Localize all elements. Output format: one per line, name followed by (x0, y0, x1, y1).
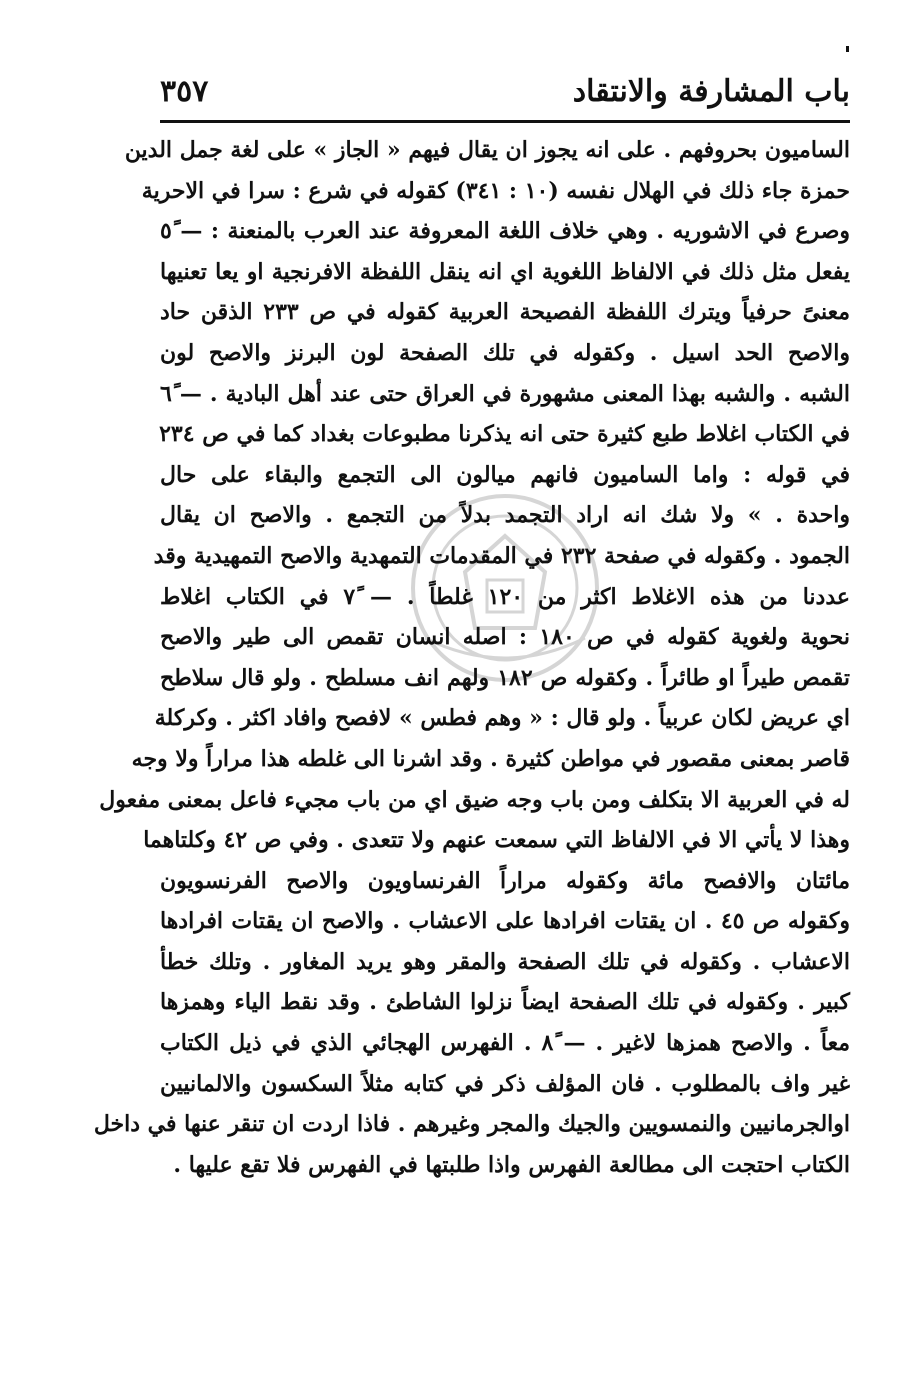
text-line: مائتان والافصح مائة وكقوله مراراً الفرنساويون والاصح الفرنسويون (160, 867, 850, 894)
text-line: واحدة . » ولا شك انه اراد التجمد بدلاً من التجمع . والاصح ان يقال (160, 502, 850, 529)
text-line: الشبه . والشبه بهذا المعنى مشهورة في العراق حتى عند أهل البادية . — ٦ً (160, 380, 850, 407)
text-line: الكتاب احتجت الى مطالعة الفهرس واذا طلبتها في الفهرس فلا تقع عليها . (173, 1151, 850, 1178)
text-line: معنىً حرفياً ويترك اللفظة الفصيحة العربية كقوله في ص ٢٣٣ الذقن حاد (160, 299, 851, 326)
text-line: وكقوله ص ٤٥ . ان يقتات افرادها على الاعشاب . والاصح ان يقتات افرادها (160, 908, 850, 935)
text-line: الجمود . وكقوله في صفحة ٢٣٢ في المقدمات التمهدية والاصح التمهيدية وقد (153, 542, 850, 569)
header-rule (160, 120, 850, 123)
page-number: ٣٥٧ (160, 74, 209, 109)
running-title: باب المشارفة والانتقاد (572, 74, 850, 109)
text-line: في قوله : واما الساميون فانهم ميالون الى التجمع والبقاء على حال (160, 461, 850, 488)
text-line: قاصر بمعنى مقصور في مواطن كثيرة . وقد اشرنا الى غلطه هذا مراراً ولا وجه (131, 745, 850, 772)
text-line: وصرع في الاشوريه . وهي خلاف اللغة المعروفة عند العرب بالمنعنة : — ٥ً (160, 218, 850, 245)
text-line: كبير . وكقوله في تلك الصفحة ايضاً نزلوا الشاطئ . وقد نقط الياء وهمزها (160, 989, 850, 1016)
text-line: والاصح الحد اسيل . وكقوله في تلك الصفحة لون البرنز والاصح لون (160, 339, 850, 366)
text-line: غير واف بالمطلوب . فان المؤلف ذكر في كتابه مثلاً السكسون والالمانيين (160, 1070, 850, 1097)
text-line: الاعشاب . وكقوله في تلك الصفحة والمقر وهو يريد المغاور . وتلك خطأ (160, 948, 850, 975)
text-line: تقمص طيراً او طائراً . وكقوله ص ١٨٢ ولهم انف مسلطح . ولو قال سلاطح (160, 664, 850, 691)
text-line: في الكتاب اغلاط طبع كثيرة حتى انه يذكرنا مطبوعات بغداد كما في ص ٢٣٤ (159, 421, 850, 448)
text-line: يفعل مثل ذلك في الالفاظ اللغوية اي انه ينقل اللفظة الافرنجية او يعا تعنيها (160, 258, 850, 285)
text-line: نحوية ولغوية كقوله في ص ١٨٠ : اصله انسان تقمص الى طير والاصح (160, 624, 850, 651)
body-text (93, 130, 851, 1185)
text-line: حمزة جاء ذلك في الهلال نفسه (١٠ : ٣٤١) كقوله في شرع : سرا في الاحرية (141, 177, 850, 204)
text-line: معاً . والاصح همزها لاغير . — ٨ً . الفهرس الهجائي الذي في ذيل الكتاب (160, 1030, 850, 1057)
corner-mark (846, 46, 849, 52)
page-header (160, 68, 850, 118)
text-line: له في العربية الا بتكلف ومن باب وجه ضيق اي من باب مجيء فاعل بمعنى مفعول (99, 786, 850, 813)
text-line: عددنا من هذه الاغلاط اكثر من ١٢٠ غلطاً . — ٧ً في الكتاب اغلاط (160, 583, 850, 610)
text-line: وهذا لا يأتي الا في الالفاظ التي سمعت عنهم ولا تتعدى . وفي ص ٤٢ وكلتاهما (143, 827, 850, 854)
text-line: الساميون بحروفهم . على انه يجوز ان يقال فيهم « الجاز » على لغة جمل الدين (124, 137, 850, 163)
text-line: اي عريض لكان عربياً . ولو قال : « وهم فطس » لافصح وافاد اكثر . وكركلة (154, 705, 850, 732)
text-line: اوالجرمانيين والنمسويين والجيك والمجر وغيرهم . فاذا اردت ان تنقر عنها في داخل (93, 1111, 850, 1138)
